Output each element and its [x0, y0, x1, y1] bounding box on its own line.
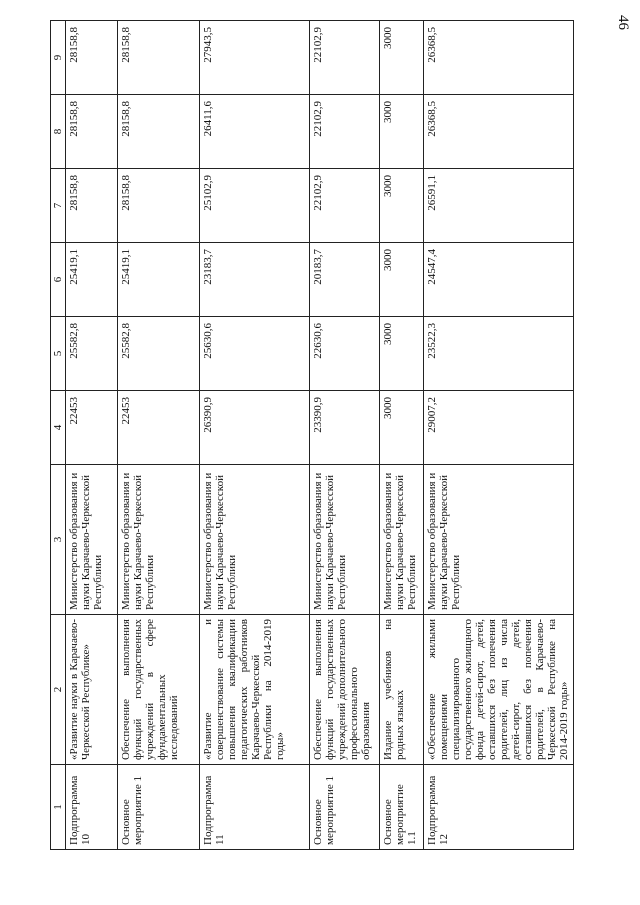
responsible-executor: Министерство образования и науки Карачаево-Черкесской Республики — [118, 465, 200, 615]
value-cell: 26591,1 — [424, 169, 574, 243]
value-cell: 23522,3 — [424, 317, 574, 391]
value-cell: 28158,8 — [66, 21, 118, 95]
header-cell: 6 — [51, 243, 66, 317]
program-title: «Развитие и совершенствование системы повышения квалификации педагогических работников Карачаево-Черкесской Республики на 2014-2019 годы» — [200, 615, 310, 765]
value-cell: 26390,9 — [200, 391, 310, 465]
program-title: Обеспечение выполнения функций государственных учреждений дополнительного профессионального образования — [310, 615, 380, 765]
value-cell: 25582,8 — [66, 317, 118, 391]
value-cell: 3000 — [380, 169, 424, 243]
table-row — [66, 21, 118, 850]
value-cell: 24547,4 — [424, 243, 574, 317]
budget-table — [50, 20, 574, 850]
header-cell: 9 — [51, 21, 66, 95]
value-cell: 22102,9 — [310, 95, 380, 169]
program-label: Подпрограмма 12 — [424, 765, 574, 850]
header-cell: 5 — [51, 317, 66, 391]
value-cell: 26368,5 — [424, 95, 574, 169]
table-row — [200, 21, 310, 850]
value-cell: 28158,8 — [66, 169, 118, 243]
value-cell: 28158,8 — [66, 95, 118, 169]
value-cell: 23390,9 — [310, 391, 380, 465]
program-title: «Развитие науки в Карачаево-Черкесской Республике» — [66, 615, 118, 765]
value-cell: 22453 — [118, 391, 200, 465]
program-label: Основное мероприятие 1 — [118, 765, 200, 850]
page-number: 46 — [615, 15, 631, 30]
program-label: Основное мероприятие 1.1 — [380, 765, 424, 850]
value-cell: 22102,9 — [310, 169, 380, 243]
value-cell: 22453 — [66, 391, 118, 465]
header-cell: 1 — [51, 765, 66, 850]
value-cell: 25630,6 — [200, 317, 310, 391]
header-cell: 2 — [51, 615, 66, 765]
value-cell: 3000 — [380, 243, 424, 317]
value-cell: 3000 — [380, 95, 424, 169]
value-cell: 25419,1 — [118, 243, 200, 317]
value-cell: 25419,1 — [66, 243, 118, 317]
value-cell: 22630,6 — [310, 317, 380, 391]
header-row — [51, 21, 66, 850]
value-cell: 29007,2 — [424, 391, 574, 465]
responsible-executor: Министерство образования и науки Карачаево-Черкесской Республики — [424, 465, 574, 615]
value-cell: 22102,9 — [310, 21, 380, 95]
value-cell: 23183,7 — [200, 243, 310, 317]
header-cell: 3 — [51, 465, 66, 615]
value-cell: 3000 — [380, 391, 424, 465]
program-title: Обеспечение выполнения функций государственных учреждений в сфере фундаментальных исследований — [118, 615, 200, 765]
value-cell: 25102,9 — [200, 169, 310, 243]
table-row — [380, 21, 424, 850]
value-cell: 28158,8 — [118, 21, 200, 95]
value-cell: 26411,6 — [200, 95, 310, 169]
responsible-executor: Министерство образования и науки Карачаево-Черкесской Республики — [200, 465, 310, 615]
responsible-executor: Министерство образования и науки Карачаево-Черкесской Республики — [380, 465, 424, 615]
header-cell: 7 — [51, 169, 66, 243]
program-label: Подпрограмма 10 — [66, 765, 118, 850]
value-cell: 28158,8 — [118, 95, 200, 169]
program-title: «Обеспечение жилыми помещениями специализированного государственного жилищного фонда детей-сирот, детей, оставшихся без попечения родителей, лиц из числа детей-сирот, детей, оставшихся без попечения родителей, в Карачаево-Черкесской Республике на 2014-2019 годы» — [424, 615, 574, 765]
value-cell: 25582,8 — [118, 317, 200, 391]
value-cell: 27943,5 — [200, 21, 310, 95]
responsible-executor: Министерство образования и науки Карачаево-Черкесской Республики — [310, 465, 380, 615]
table-row — [424, 21, 574, 850]
responsible-executor: Министерство образования и науки Карачаево-Черкесской Республики — [66, 465, 118, 615]
value-cell: 28158,8 — [118, 169, 200, 243]
value-cell: 20183,7 — [310, 243, 380, 317]
program-label: Основное мероприятие 1 — [310, 765, 380, 850]
header-cell: 4 — [51, 391, 66, 465]
program-title: Издание учебников на родных языках — [380, 615, 424, 765]
header-cell: 8 — [51, 95, 66, 169]
value-cell: 3000 — [380, 21, 424, 95]
value-cell: 26368,5 — [424, 21, 574, 95]
value-cell: 3000 — [380, 317, 424, 391]
table-row — [118, 21, 200, 850]
rotated-table-container — [50, 20, 610, 850]
table-row — [310, 21, 380, 850]
program-label: Подпрограмма 11 — [200, 765, 310, 850]
